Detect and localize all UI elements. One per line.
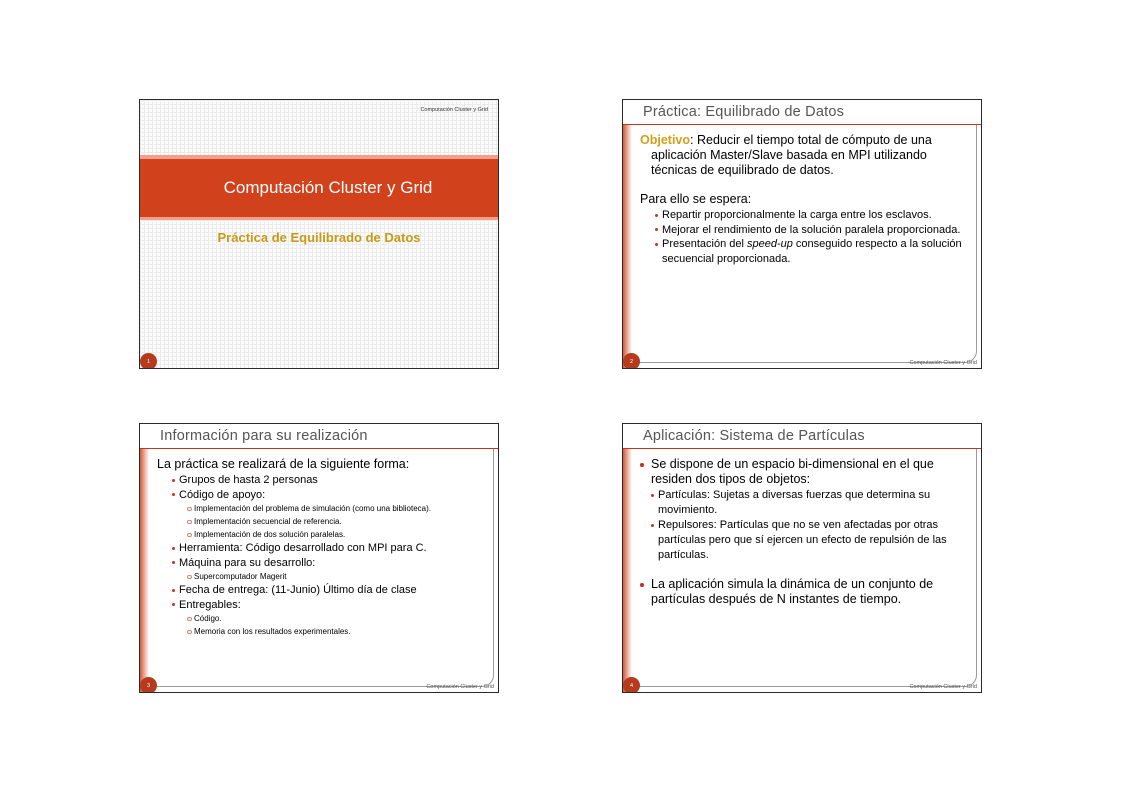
- list-item-text: Máquina para su desarrollo:: [179, 556, 316, 569]
- sub-list: [651, 488, 969, 563]
- list-item: [172, 556, 486, 584]
- objective-text: : Reducir el tiempo total de cómputo de una aplicación Master/Slave basada en MPI utilizando técnicas de equilibrado de datos.: [651, 133, 932, 177]
- slide-title: Práctica: Equilibrado de Datos: [643, 104, 845, 120]
- slide-body: [157, 457, 486, 638]
- list-item: La aplicación simula la dinámica de un conjunto de partículas después de N instantes de tiempo.: [640, 577, 969, 607]
- list-item-text: Código de apoyo:: [179, 488, 266, 501]
- slide-3: [139, 423, 499, 693]
- slide-title: Aplicación: Sistema de Partículas: [643, 428, 865, 444]
- slide-number-badge: [140, 353, 157, 369]
- slide-number: 4: [629, 682, 634, 689]
- sub-list-item: Implementación secuencial de referencia.: [187, 515, 486, 528]
- list-item: [172, 598, 486, 639]
- slide-footer: Computación Cluster y Grid: [909, 684, 977, 690]
- list-item: [640, 457, 969, 563]
- expectations-list: [640, 208, 969, 266]
- title-band: [140, 159, 498, 217]
- title-bar: [140, 424, 498, 449]
- sub-list-item: Memoria con los resultados experimentales.: [187, 625, 486, 638]
- list-item: Fecha de entrega: (11-Junio) Último día de clase: [172, 583, 486, 598]
- list-item: Herramienta: Código desarrollado con MPI para C.: [172, 541, 486, 556]
- left-accent-bar: [623, 444, 632, 692]
- intro-text: La práctica se realizará de la siguiente forma:: [157, 457, 410, 471]
- sub-list-item: Implementación de dos solución paralelas.: [187, 528, 486, 541]
- list-item-emphasis: speed-up: [747, 238, 793, 250]
- slide-footer: Computación Cluster y Grid: [909, 360, 977, 366]
- title-bar: [623, 100, 981, 125]
- slide-body: [640, 133, 969, 266]
- slide-title: Información para su realización: [160, 428, 368, 444]
- slide-title: Computación Cluster y Grid: [223, 178, 433, 197]
- list-item-text: Se dispone de un espacio bi-dimensional en el que residen dos tipos de objetos:: [651, 457, 934, 486]
- title-bar: [623, 424, 981, 449]
- sub-list: [179, 612, 486, 638]
- list-item-text: Entregables:: [179, 598, 241, 611]
- slide-subtitle: Práctica de Equilibrado de Datos: [217, 230, 421, 245]
- slide-footer: Computación Cluster y Grid: [426, 684, 494, 690]
- objective-label: Objetivo: [640, 133, 691, 147]
- slide-number: 1: [146, 358, 151, 365]
- intro-text: Para ello se espera:: [640, 192, 752, 206]
- slide-body: [640, 457, 969, 607]
- list-item: Repartir proporcionalmente la carga entre los esclavos.: [655, 208, 969, 223]
- sub-list-item: Implementación del problema de simulación (como una biblioteca).: [187, 502, 486, 515]
- list-item: [655, 237, 969, 266]
- slide-4: [622, 423, 982, 693]
- slide-number-badge: [140, 677, 157, 693]
- slide-header: Computación Cluster y Grid: [420, 107, 488, 113]
- slide-number: 3: [146, 682, 151, 689]
- list-item-text: Presentación del: [662, 238, 747, 250]
- objective-paragraph: [640, 133, 969, 178]
- list-item-text: conseguido respecto a la solución secuencial proporcionada.: [662, 238, 962, 265]
- title-band-bottom-stripe: [140, 217, 498, 220]
- list-item: [172, 488, 486, 542]
- slide-number-badge: [623, 353, 640, 369]
- main-list: [640, 457, 969, 607]
- left-accent-bar: [140, 444, 149, 692]
- list-item: Grupos de hasta 2 personas: [172, 473, 486, 488]
- slide-number-badge: [623, 677, 640, 693]
- sub-list-item: Código.: [187, 612, 486, 625]
- list-item: Mejorar el rendimiento de la solución paralela proporcionada.: [655, 223, 969, 238]
- sub-list-item: Repulsores: Partículas que no se ven afectadas por otras partículas pero que sí ejercen un efecto de repulsión de las partículas.: [651, 518, 969, 563]
- sub-list-item: Supercomputador Magerit: [187, 570, 486, 583]
- sub-list: [179, 502, 486, 541]
- slide-1: [139, 99, 499, 369]
- left-accent-bar: [623, 120, 632, 368]
- sub-list: [179, 570, 486, 583]
- slide-2: [622, 99, 982, 369]
- sub-list-item: Partículas: Sujetas a diversas fuerzas que determina su movimiento.: [651, 488, 969, 518]
- slide-number: 2: [629, 358, 634, 365]
- info-list: [157, 473, 486, 638]
